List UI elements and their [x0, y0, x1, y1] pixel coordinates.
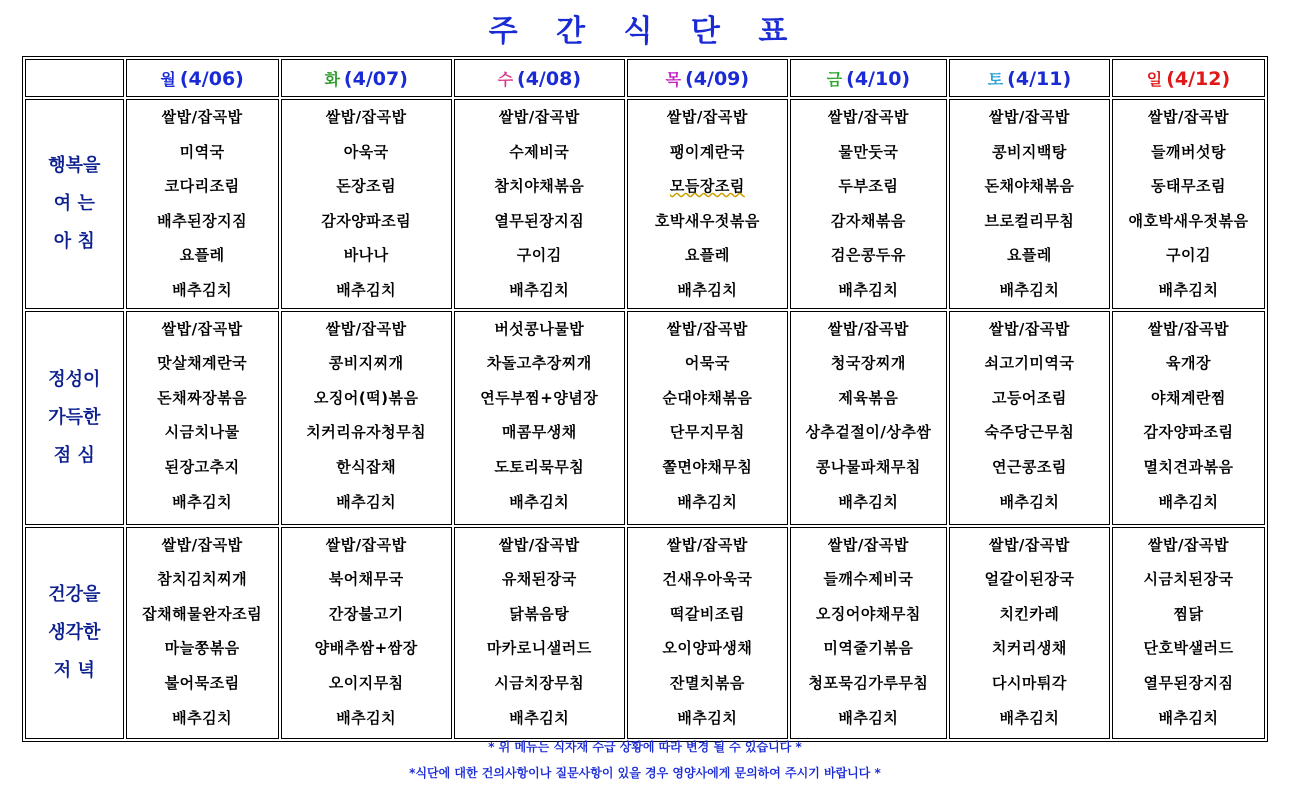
- menu-item: 참치야채볶음: [494, 177, 585, 196]
- menu-item: 쌀밥/잡곡밥: [988, 319, 1070, 338]
- page-title: 주 간 식 단 표: [488, 14, 802, 49]
- menu-item: 쌀밥/잡곡밥: [161, 319, 243, 338]
- menu-item: 배추김치: [509, 708, 570, 727]
- day-date-label: (4/08): [517, 67, 581, 90]
- menu-item: 호박새우젓볶음: [654, 211, 760, 230]
- menu-item: 치커리유자청무침: [306, 423, 427, 442]
- menu-item: 미역국: [179, 142, 225, 161]
- menu-item: 감자양파조림: [1143, 423, 1234, 442]
- dinner-day-7-cell: [1112, 527, 1265, 739]
- menu-item: 한식잡채: [336, 457, 397, 476]
- dinner-label: [25, 527, 124, 739]
- menu-item: 쌀밥/잡곡밥: [827, 535, 909, 554]
- menu-item: 닭볶음탕: [509, 604, 570, 623]
- corner-cell: [25, 59, 124, 97]
- menu-item: 쌀밥/잡곡밥: [325, 108, 407, 126]
- meal-label-line: 여 는: [53, 192, 95, 214]
- menu-item: 쌀밥/잡곡밥: [666, 108, 748, 126]
- menu-item: 배추김치: [336, 280, 397, 299]
- breakfast-day-6-cell: [949, 99, 1110, 309]
- menu-item: 쌀밥/잡곡밥: [666, 319, 748, 338]
- lunch-day-4-cell: [627, 311, 788, 525]
- menu-item: 잡채해물완자조림: [142, 604, 263, 623]
- menu-item: 어묵국: [684, 354, 730, 373]
- menu-item: 브로컬리무침: [984, 211, 1075, 230]
- menu-item: 연근콩조림: [991, 457, 1067, 476]
- menu-item: 배추김치: [999, 280, 1060, 299]
- menu-item: 북어채무국: [328, 570, 404, 589]
- menu-item: 두부조림: [838, 177, 899, 196]
- menu-item: 숙주당근무침: [984, 423, 1075, 442]
- menu-item: 매콤무생채: [501, 423, 577, 442]
- menu-item: 들깨수제비국: [823, 570, 914, 589]
- menu-item: 동태무조림: [1151, 177, 1226, 196]
- menu-item: 배추김치: [509, 280, 570, 299]
- menu-item: 팽이계란국: [669, 142, 745, 161]
- meal-label-line: 저 녁: [53, 659, 95, 681]
- menu-item: 단무지무침: [669, 423, 745, 442]
- menu-item: 배추된장지짐: [157, 211, 248, 230]
- day-date-label: (4/06): [179, 67, 244, 90]
- menu-item: 배추김치: [838, 708, 899, 727]
- menu-item: 불어묵조림: [164, 673, 240, 692]
- menu-item: 쌀밥/잡곡밥: [988, 535, 1070, 554]
- menu-item: 돈채야채볶음: [984, 177, 1075, 196]
- menu-item: 된장고추지: [164, 457, 240, 476]
- menu-item: 모듬장조림: [669, 177, 745, 196]
- menu-item: 잔멸치볶음: [669, 673, 745, 692]
- meal-label-line: 가득한: [48, 406, 101, 428]
- menu-item: 찜닭: [1173, 604, 1204, 623]
- menu-item: 쌀밥/잡곡밥: [1148, 535, 1229, 554]
- menu-item: 배추김치: [509, 492, 570, 511]
- menu-item: 고등어조림: [991, 388, 1067, 407]
- day-date-label: (4/07): [343, 67, 408, 90]
- menu-item: 오이양파생채: [662, 639, 753, 658]
- menu-item: 들깨버섯탕: [1151, 142, 1226, 161]
- lunch-label: [25, 311, 124, 525]
- lunch-day-3-cell: [454, 311, 625, 525]
- menu-item: 검은콩두유: [830, 246, 906, 265]
- menu-item: 시금치나물: [164, 423, 240, 442]
- menu-item: 쌀밥/잡곡밥: [325, 319, 407, 338]
- breakfast-day-2-cell: [281, 99, 452, 309]
- menu-item: 배추김치: [838, 280, 899, 299]
- menu-item: 구이김: [516, 246, 562, 265]
- meal-label-line: 건강을: [48, 583, 101, 605]
- meal-label-line: 행복을: [48, 154, 101, 176]
- lunch-day-2-cell: [281, 311, 452, 525]
- breakfast-row: [25, 99, 1265, 309]
- menu-item: 치커리생채: [991, 639, 1067, 658]
- menu-item: 쌀밥/잡곡밥: [666, 535, 748, 554]
- menu-item: 건새우아욱국: [662, 570, 753, 589]
- day-header-7: [1112, 59, 1265, 97]
- menu-item: 멸치견과볶음: [1143, 457, 1234, 476]
- lunch-day-5-cell: [790, 311, 947, 525]
- day-date-label: (4/12): [1166, 67, 1231, 90]
- menu-item: 버섯콩나물밥: [494, 319, 585, 338]
- menu-item: 도토리묵무침: [494, 457, 585, 476]
- menu-item: 배추김치: [172, 492, 233, 511]
- menu-item: 아욱국: [343, 142, 389, 161]
- menu-item: 배추김치: [336, 492, 397, 511]
- menu-item: 미역줄기볶음: [823, 639, 914, 658]
- dinner-row: [25, 527, 1265, 739]
- menu-item: 쫄면야채무침: [662, 457, 753, 476]
- menu-item: 양배추쌈+쌈장: [314, 639, 418, 658]
- menu-item: 쌀밥/잡곡밥: [161, 535, 243, 554]
- menu-item: 감자양파조림: [321, 211, 412, 230]
- menu-item: 쇠고기미역국: [984, 354, 1075, 373]
- menu-item: 쌀밥/잡곡밥: [827, 108, 909, 126]
- menu-item: 쌀밥/잡곡밥: [1148, 108, 1229, 126]
- day-header-row: [25, 59, 1265, 97]
- day-icon: 일: [1146, 69, 1163, 89]
- menu-item: 배추김치: [1158, 492, 1219, 511]
- day-icon: 목: [665, 69, 682, 89]
- day-date-label: (4/11): [1007, 67, 1072, 90]
- menu-item: 코다리조림: [164, 177, 240, 196]
- lunch-row: [25, 311, 1265, 525]
- menu-change-note: * 위 메뉴는 식자재 수급 상황에 따라 변경 될 수 있습니다 *: [488, 740, 802, 754]
- menu-item: 쌀밥/잡곡밥: [827, 319, 909, 338]
- menu-item: 배추김치: [172, 280, 233, 299]
- menu-item: 배추김치: [172, 708, 233, 727]
- breakfast-day-1-cell: [126, 99, 279, 309]
- menu-item: 쌀밥/잡곡밥: [988, 108, 1070, 126]
- menu-item: 쌀밥/잡곡밥: [161, 108, 243, 126]
- menu-item: 바나나: [343, 246, 389, 265]
- dinner-day-6-cell: [949, 527, 1110, 739]
- menu-item: 시금치된장국: [1143, 570, 1234, 589]
- menu-item: 배추김치: [677, 492, 738, 511]
- menu-item: 구이김: [1165, 246, 1211, 265]
- menu-item: 콩비지백탕: [991, 142, 1067, 161]
- menu-item: 청국장찌개: [830, 354, 906, 373]
- menu-item: 쌀밥/잡곡밥: [498, 108, 580, 126]
- menu-item: 참치김치찌개: [157, 570, 248, 589]
- menu-item: 청포묵김가루무침: [808, 673, 929, 692]
- menu-item: 오징어(떡)볶음: [313, 388, 419, 407]
- dinner-day-1-cell: [126, 527, 279, 739]
- menu-item: 요플레: [684, 246, 730, 265]
- menu-item: 배추김치: [999, 708, 1060, 727]
- breakfast-day-4-cell: [627, 99, 788, 309]
- inquiry-note: *식단에 대한 건의사항이나 질문사항이 있을 경우 영양사에게 문의하여 주시기 바랍니다 *: [409, 766, 881, 780]
- meal-label-line: 아 침: [53, 230, 95, 252]
- meal-label-line: 정성이: [48, 368, 101, 390]
- menu-item: 콩비지찌개: [328, 354, 404, 373]
- menu-item: 수제비국: [509, 142, 570, 161]
- menu-item: 오이지무침: [328, 673, 404, 692]
- menu-item: 단호박샐러드: [1143, 639, 1234, 658]
- day-icon: 월: [160, 69, 176, 89]
- menu-item: 배추김치: [677, 280, 738, 299]
- lunch-day-1-cell: [126, 311, 279, 525]
- menu-item: 육개장: [1165, 354, 1211, 373]
- menu-item: 유채된장국: [501, 570, 577, 589]
- meal-label-line: 점 심: [53, 444, 95, 466]
- day-date-label: (4/09): [685, 67, 750, 90]
- day-icon: 금: [826, 69, 843, 89]
- menu-item: 떡갈비조림: [669, 604, 745, 623]
- lunch-day-6-cell: [949, 311, 1110, 525]
- menu-item: 쌀밥/잡곡밥: [325, 535, 407, 554]
- menu-item: 감자채볶음: [830, 211, 906, 230]
- day-header-4: [627, 59, 788, 97]
- lunch-day-7-cell: [1112, 311, 1265, 525]
- menu-item: 쌀밥/잡곡밥: [1148, 319, 1229, 338]
- menu-item: 돈채짜장볶음: [157, 388, 248, 407]
- day-header-3: [454, 59, 625, 97]
- menu-item: 간장불고기: [328, 604, 404, 623]
- menu-item: 요플레: [1006, 246, 1052, 265]
- menu-item: 오징어야채무침: [815, 604, 921, 623]
- menu-item: 애호박새우젓볶음: [1128, 211, 1249, 230]
- menu-item: 다시마튀각: [991, 673, 1067, 692]
- menu-item: 배추김치: [1158, 280, 1219, 299]
- menu-item: 제육볶음: [838, 388, 899, 407]
- menu-item: 얼갈이된장국: [984, 570, 1075, 589]
- menu-item: 순대야채볶음: [662, 388, 753, 407]
- menu-item: 배추김치: [336, 708, 397, 727]
- menu-item: 맛살채계란국: [157, 354, 248, 373]
- day-icon: 토: [987, 69, 1004, 89]
- dinner-day-2-cell: [281, 527, 452, 739]
- dinner-day-5-cell: [790, 527, 947, 739]
- day-header-5: [790, 59, 947, 97]
- menu-item: 요플레: [179, 246, 225, 265]
- menu-item: 열무된장지짐: [1143, 673, 1234, 692]
- breakfast-day-3-cell: [454, 99, 625, 309]
- day-header-6: [949, 59, 1110, 97]
- weekly-menu-table: [22, 56, 1268, 742]
- dinner-day-3-cell: [454, 527, 625, 739]
- day-icon: 수: [497, 69, 514, 89]
- dinner-day-4-cell: [627, 527, 788, 739]
- breakfast-label: [25, 99, 124, 309]
- menu-item: 마늘쫑볶음: [164, 639, 240, 658]
- menu-item: 차돌고추장찌개: [486, 354, 592, 373]
- day-icon: 화: [324, 69, 340, 89]
- menu-item: 치킨카레: [999, 604, 1060, 623]
- menu-item: 돈장조림: [336, 177, 397, 196]
- menu-item: 야채계란찜: [1151, 388, 1226, 407]
- menu-item: 배추김치: [838, 492, 899, 511]
- menu-item: 열무된장지짐: [494, 211, 585, 230]
- menu-item: 배추김치: [677, 708, 738, 727]
- menu-item: 마카로니샐러드: [486, 639, 592, 658]
- day-header-2: [281, 59, 452, 97]
- menu-item: 콩나물파채무침: [815, 457, 921, 476]
- day-date-label: (4/10): [846, 67, 911, 90]
- menu-item: 배추김치: [999, 492, 1060, 511]
- meal-label-line: 생각한: [48, 621, 101, 643]
- menu-item: 배추김치: [1158, 708, 1219, 727]
- menu-item: 쌀밥/잡곡밥: [498, 535, 580, 554]
- menu-item: 연두부찜+양념장: [480, 388, 599, 407]
- breakfast-day-5-cell: [790, 99, 947, 309]
- menu-item: 물만둣국: [838, 142, 899, 161]
- day-header-1: [126, 59, 279, 97]
- breakfast-day-7-cell: [1112, 99, 1265, 309]
- menu-item: 상추겉절이/상추쌈: [805, 423, 932, 442]
- menu-item: 시금치장무침: [494, 673, 585, 692]
